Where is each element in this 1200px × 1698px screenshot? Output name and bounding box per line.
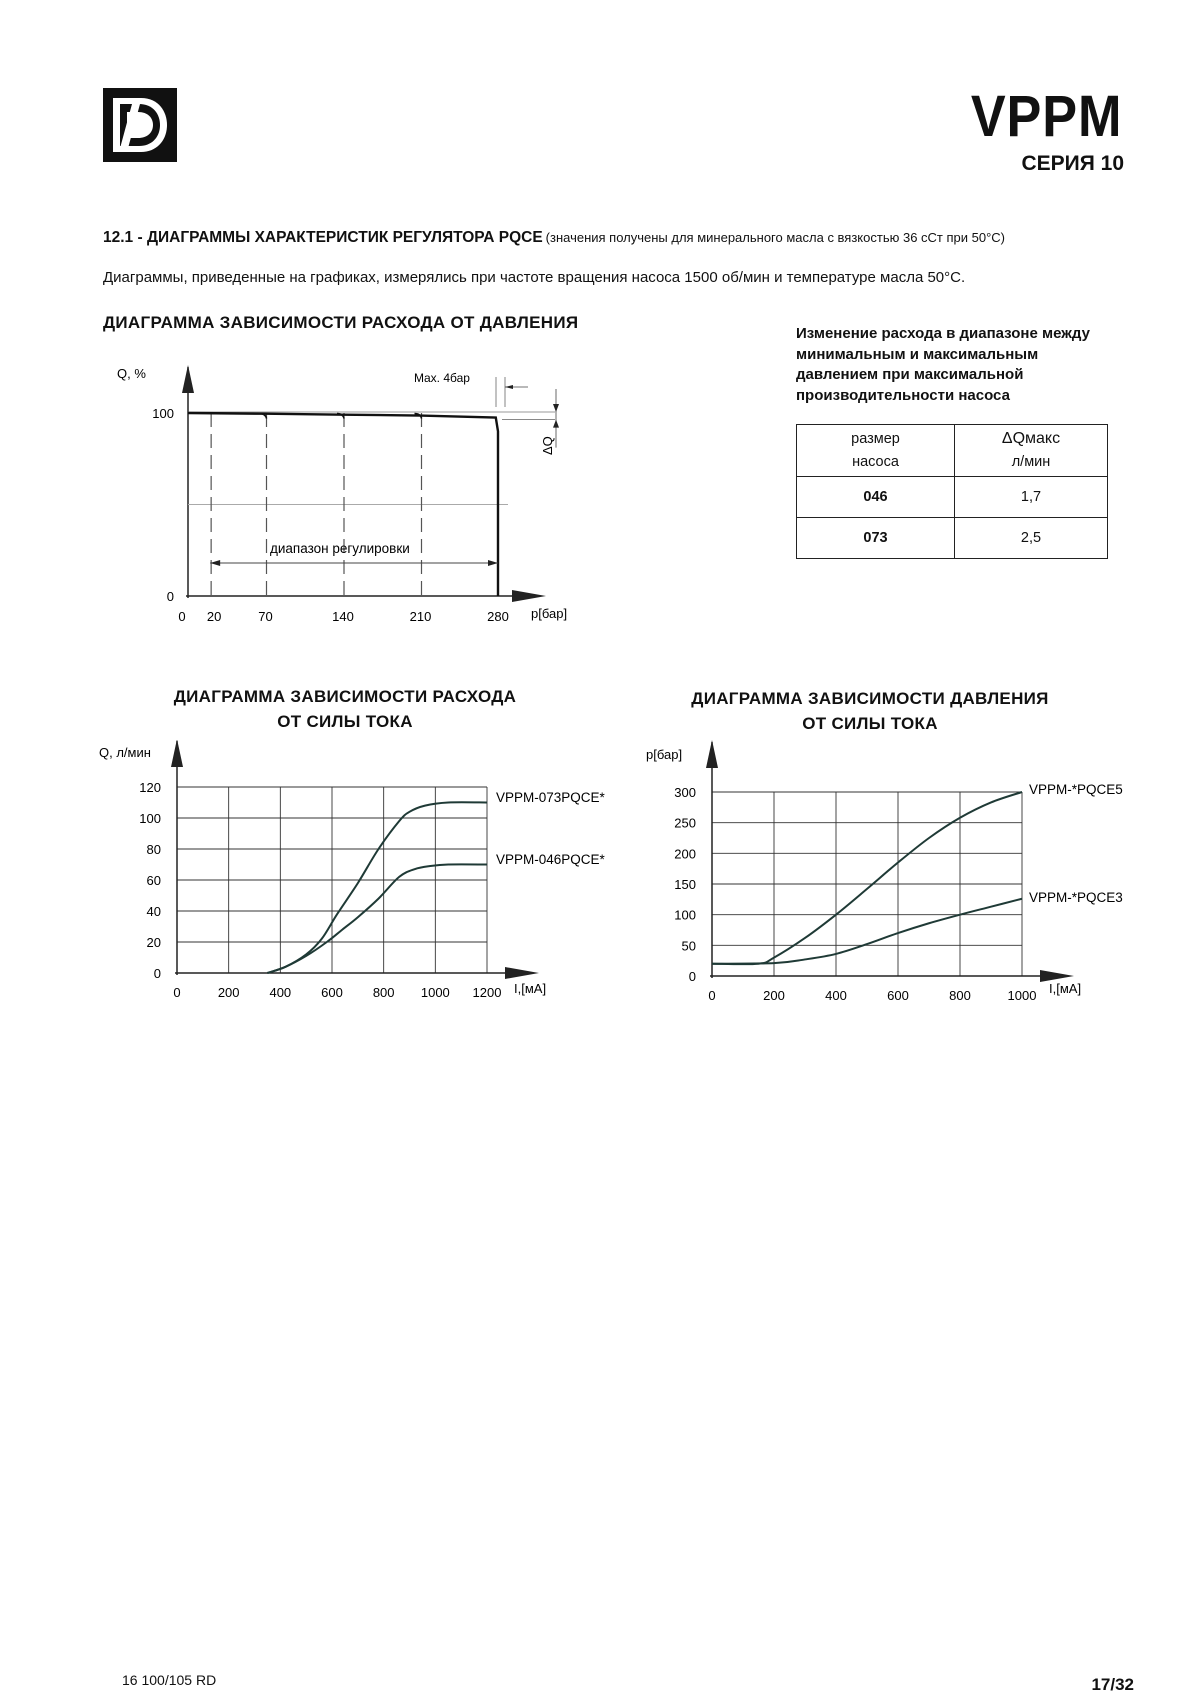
chart1-range-arrow-right	[488, 560, 498, 566]
section-heading-note: (значения получены для минерального масла с вязкостью 36 сСт при 50°C)	[545, 230, 1006, 245]
chart2-y-tick-label: 100	[139, 811, 161, 826]
chart2-x-tick-label: 600	[321, 985, 343, 1000]
chart3-y-tick-label: 250	[674, 815, 696, 831]
chart3-series-label-pqce3: VPPM-*PQCE3	[1029, 890, 1123, 905]
chart2-x-tick-label: 200	[217, 985, 240, 1000]
header-size-line1: размер	[851, 430, 900, 447]
chart2-x-tick-label: 0	[173, 985, 181, 1000]
delta-q-table	[796, 424, 1108, 559]
chart2-x-tick-label: 400	[269, 985, 292, 1000]
chart1-delta-arrow-bottom	[553, 420, 559, 428]
table-cell-dq: 1,7	[955, 477, 1108, 518]
series-label: СЕРИЯ 10	[1021, 152, 1124, 175]
chart2-series-label-073: VPPM-073PQCE*	[496, 790, 605, 805]
chart2-xlabel: I,[мA]	[514, 981, 547, 996]
footer-page-number: 17/32	[1091, 1675, 1134, 1694]
chart3-y-tick-label: 150	[674, 877, 696, 892]
chart2-y-tick-label: 40	[146, 904, 161, 919]
chart1-delta-arrow-top	[553, 404, 559, 412]
chart2-y-tick-label: 20	[146, 935, 161, 950]
intro-paragraph: Диаграммы, приведенные на графиках, измерялись при частоте вращения насоса 1500 об/мин и температуре масла 50°C.	[103, 269, 966, 286]
chart2-y-tick-label: 120	[139, 780, 161, 795]
chart1-y-tick-label: 0	[166, 589, 174, 604]
chart2-x-axis-arrow	[505, 967, 539, 979]
chart2-series-line	[267, 864, 487, 973]
chart3-xlabel: I,[мA]	[1049, 981, 1082, 996]
table-header-size	[797, 425, 955, 477]
chart3-title-line1: ДИАГРАММА ЗАВИСИМОСТИ ДАВЛЕНИЯ	[691, 689, 1049, 708]
section-heading	[103, 229, 1005, 247]
table-caption: Изменение расхода в диапазоне между минимальным и максимальным давлением при максимальной производительности насоса	[796, 325, 1090, 404]
chart1-max-annotation: Max. 4бар	[414, 371, 470, 385]
chart3-title-line2: ОТ СИЛЫ ТОКА	[802, 714, 938, 733]
chart1-delta-annotation: ΔQ	[540, 436, 555, 455]
chart2-flow-vs-current	[95, 740, 635, 1010]
chart1-x-tick-label: 210	[409, 609, 432, 624]
document-title: VPPM	[970, 84, 1122, 149]
chart1-x-tick-label: 0	[178, 609, 186, 624]
table-row	[797, 477, 1108, 518]
footer-doc-code: 16 100/105 RD	[122, 1672, 217, 1688]
chart1-y-tick-label: 100	[152, 406, 174, 421]
chart1-x-tick-label: 20	[206, 609, 222, 624]
chart1-y-axis-arrow	[182, 365, 194, 393]
chart3-series-line	[712, 792, 1022, 964]
chart2-x-tick-label: 1200	[472, 985, 502, 1000]
chart2-x-tick-label: 800	[372, 985, 395, 1000]
chart3-y-tick-label: 0	[688, 969, 696, 984]
header-dq-line1: ΔQмакс	[1001, 430, 1061, 447]
chart2-x-tick-label: 1000	[420, 985, 450, 1000]
chart1-ylabel: Q, %	[117, 366, 146, 381]
header-size-line2: насоса	[852, 453, 899, 470]
chart2-y-axis-arrow	[171, 740, 183, 767]
chart2-ylabel: Q, л/мин	[99, 745, 151, 760]
chart3-series-label-pqce5: VPPM-*PQCE5	[1029, 782, 1123, 797]
table-cell-dq: 2,5	[955, 518, 1108, 559]
chart1-title: ДИАГРАММА ЗАВИСИМОСТИ РАСХОДА ОТ ДАВЛЕНИЯ	[103, 313, 579, 332]
chart1-x-tick-label: 280	[487, 609, 509, 624]
table-cell-size: 073	[797, 518, 955, 559]
chart1-xlabel: p[бар]	[531, 606, 568, 621]
table-cell-size: 046	[797, 477, 955, 518]
chart1-x-axis-arrow	[512, 590, 546, 602]
chart1-x-tick-label: 70	[258, 609, 273, 624]
chart2-y-tick-label: 0	[153, 966, 161, 981]
chart1-flow-vs-pressure	[100, 355, 600, 630]
chart2-title	[110, 684, 580, 734]
chart3-x-tick-label: 1000	[1007, 988, 1037, 1003]
company-logo	[103, 88, 177, 162]
chart3-x-tick-label: 600	[887, 988, 909, 1003]
table-header-row	[797, 425, 1108, 477]
chart3-ylabel: p[бар]	[646, 747, 683, 762]
chart2-series-label-046: VPPM-046PQCE*	[496, 852, 605, 867]
chart3-y-tick-label: 300	[674, 785, 696, 800]
chart2-y-tick-label: 60	[146, 873, 161, 888]
chart2-title-line2: ОТ СИЛЫ ТОКА	[277, 712, 413, 731]
section-heading-text: 12.1 - ДИАГРАММЫ ХАРАКТЕРИСТИК РЕГУЛЯТОРА PQCE	[103, 229, 543, 246]
chart3-y-tick-label: 50	[681, 938, 696, 954]
chart2-series-line	[267, 802, 487, 973]
chart2-y-tick-label: 80	[146, 842, 161, 857]
header-dq-line2: л/мин	[1011, 454, 1051, 470]
chart1-x-tick-label: 140	[332, 609, 354, 624]
chart3-y-axis-arrow	[706, 740, 718, 768]
chart3-title	[640, 686, 1100, 736]
table-row	[797, 518, 1108, 559]
chart1-max-arrow	[505, 385, 513, 389]
chart3-x-tick-label: 0	[708, 988, 716, 1003]
chart3-x-tick-label: 800	[949, 988, 971, 1003]
chart3-y-tick-label: 100	[674, 907, 696, 923]
chart3-x-tick-label: 200	[763, 988, 785, 1003]
chart3-series-line	[712, 899, 1022, 964]
chart3-pressure-vs-current	[640, 740, 1160, 1010]
table-header-dq	[955, 425, 1108, 477]
chart1-range-annotation: диапазон регулировки	[270, 541, 410, 556]
chart3-y-tick-label: 200	[674, 846, 696, 862]
chart2-title-line1: ДИАГРАММА ЗАВИСИМОСТИ РАСХОДА	[173, 687, 517, 706]
chart3-x-tick-label: 400	[825, 988, 847, 1003]
